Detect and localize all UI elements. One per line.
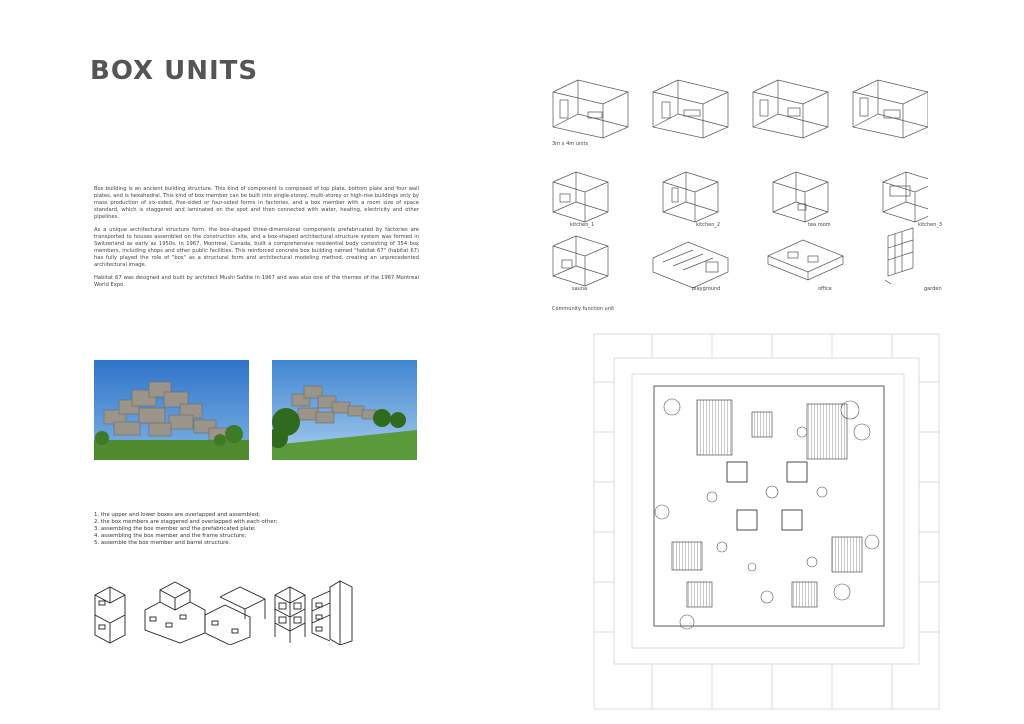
community-caption: Community function unit xyxy=(552,306,615,312)
site-plan xyxy=(592,332,942,712)
list-item: 1. the upper and lower boxes are overlapped and assembled; xyxy=(94,512,261,518)
list-item: 5. assemble the box member and barrel structure. xyxy=(94,540,231,546)
unit-label-garden: garden xyxy=(924,286,942,292)
unit-label-kitchen-2: kitchen_2 xyxy=(696,222,721,228)
list-item: 2. the box members are staggered and overlapped with each other; xyxy=(94,519,278,525)
function-units-grid xyxy=(548,164,928,294)
units-caption: 3m x 4m units xyxy=(552,141,589,147)
unit-label-kitchen-3: kitchen_3 xyxy=(918,222,943,228)
page-title: BOX UNITS xyxy=(90,56,259,86)
unit-label-kitchen-1: kitchen_1 xyxy=(570,222,595,228)
unit-label-tea-room: tea room xyxy=(808,222,831,228)
habitat67-photo-1 xyxy=(94,360,249,460)
assembly-steps xyxy=(94,512,278,547)
unit-label-office: office xyxy=(818,286,832,292)
unit-label-sauna: sauna xyxy=(572,286,588,292)
habitat67-photo-2 xyxy=(272,360,417,460)
intro-paragraph: Box building is an ancient building structure. This kind of component is composed of top plate, bottom plate and four wall plates, and is hexahedral. This kind of box member can be built into single-storey, multi-storey or high-rise buildings only by mass production of six-sided, five-sided or four-sided forms in factories, and a box member with a room size of space standard, which is staggered and laminated on the spot and then connected with water, heating, electricity and other pipelines. xyxy=(94,186,419,220)
intro-paragraph: As a unique architectural structure form, the box-shaped three-dimensional components prefabricated by factories are transported to houses assembled on the construction site, and a box-shaped architectural structure system was formed in Switzerland as early as 1950s. In 1967, Montreal, Canada, built a comprehensive residential body consisting of 354 box members, including shops and other public facilities. This reinforced concrete box building named "habitat 67" (habitat 67) has fully played the role of "box" as a structural form and architectural modeling method, creating an unprecedented architectural image. xyxy=(94,227,419,268)
intro-text xyxy=(94,186,419,295)
list-item: 3. assembling the box member and the prefabricated plate; xyxy=(94,526,256,532)
unit-label-playground: playground xyxy=(692,286,721,292)
intro-paragraph: Habitat 67 was designed and built by architect Mushi Safdie in 1967 and was also one of the themes of the 1967 Montreal World Expo. xyxy=(94,275,419,288)
list-item: 4. assembling the box member and the frame structure; xyxy=(94,533,247,539)
assembly-diagrams xyxy=(90,575,420,645)
units-row xyxy=(548,72,928,142)
